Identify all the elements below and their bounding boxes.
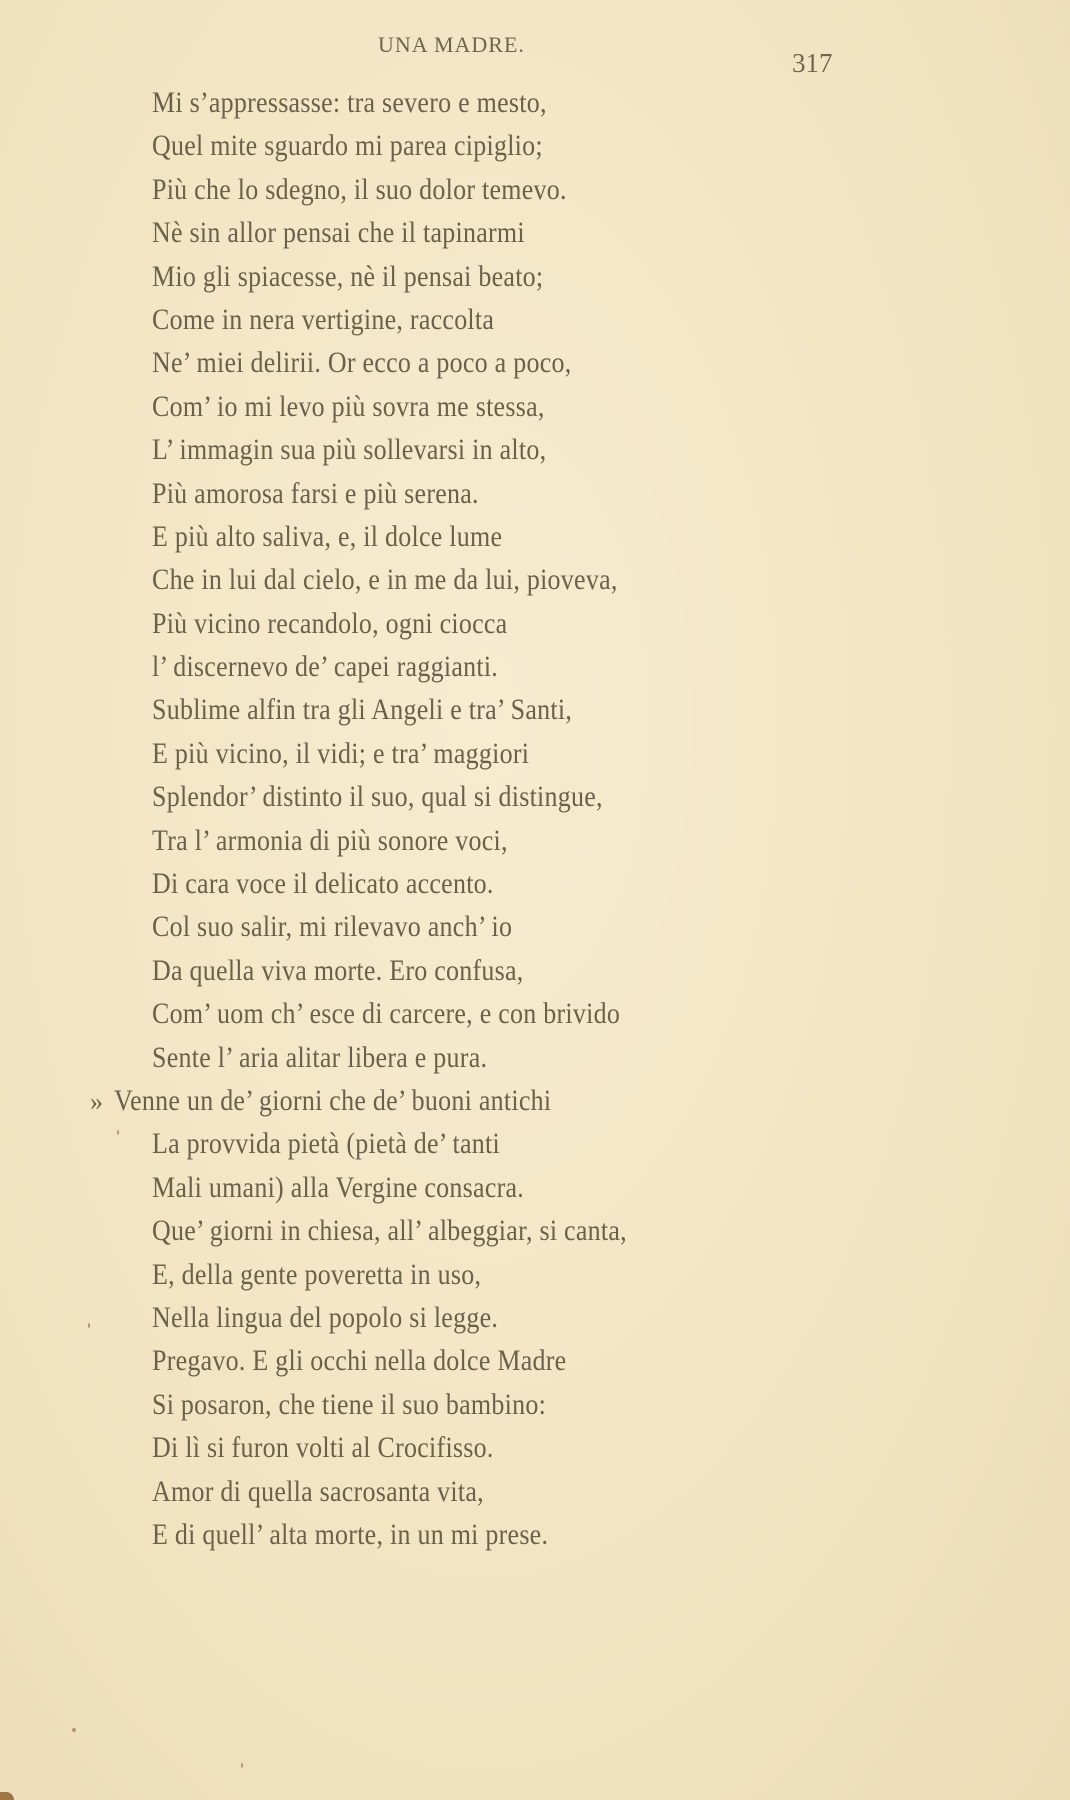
poem-text <box>90 82 1052 1557</box>
poem-line: Sublime alfin tra gli Angeli e tra’ Santi, <box>152 694 573 727</box>
poem-line: Che in lui dal cielo, e in me da lui, pioveva, <box>152 564 618 597</box>
poem-line: Di lì si furon volti al Crocifisso. <box>152 1432 494 1465</box>
poem-line: L’ immagin sua più sollevarsi in alto, <box>152 434 547 467</box>
paper-speck <box>88 1323 90 1328</box>
poem-line: Col suo salir, mi rilevavo anch’ io <box>152 911 513 944</box>
paper-speck <box>241 1763 243 1768</box>
poem-line-paragraph-start <box>90 1080 1052 1123</box>
running-title: UNA MADRE. <box>378 32 525 57</box>
poem-line: E di quell’ alta morte, in un mi prese. <box>152 1518 549 1551</box>
poem-line: Mali umani) alla Vergine consacra. <box>152 1171 525 1204</box>
poem-line: Pregavo. E gli occhi nella dolce Madre <box>152 1345 567 1378</box>
poem-line: Nè sin allor pensai che il tapinarmi <box>152 217 525 250</box>
edge-stain <box>0 1792 14 1800</box>
poem-line: Più amorosa farsi e più serena. <box>152 477 479 510</box>
poem-line: Quel mite sguardo mi parea cipiglio; <box>152 130 543 163</box>
poem-line: E, della gente poveretta in uso, <box>152 1258 482 1291</box>
poem-line: Da quella viva morte. Ero confusa, <box>152 954 524 987</box>
poem-line: E più vicino, il vidi; e tra’ maggiori <box>152 737 530 770</box>
poem-line: Mi s’appressasse: tra severo e mesto, <box>152 87 547 119</box>
poem-line: Amor di quella sacrosanta vita, <box>152 1475 484 1508</box>
poem-line: Que’ giorni in chiesa, all’ albeggiar, si canta, <box>152 1215 627 1248</box>
poem-line: Sente l’ aria alitar libera e pura. <box>152 1041 488 1074</box>
poem-line: Come in nera vertigine, raccolta <box>152 303 495 336</box>
poem-line: Di cara voce il delicato accento. <box>152 868 494 901</box>
poem-line: La provvida pietà (pietà de’ tanti <box>152 1128 500 1161</box>
paper-speck <box>117 1130 119 1135</box>
poem-line: Più vicino recandolo, ogni ciocca <box>152 607 508 640</box>
poem-line: Ne’ miei delirii. Or ecco a poco a poco, <box>152 347 572 380</box>
poem-line: E più alto saliva, e, il dolce lume <box>152 520 503 553</box>
poem-line: l’ discernevo de’ capei raggianti. <box>152 651 499 684</box>
poem-line: Com’ io mi levo più sovra me stessa, <box>152 390 545 423</box>
page-number: 317 <box>792 48 833 78</box>
poem-line: Nella lingua del popolo si legge. <box>152 1301 499 1334</box>
poem-line: Tra l’ armonia di più sonore voci, <box>152 824 508 857</box>
poem-line: Mio gli spiacesse, nè il pensai beato; <box>152 260 544 293</box>
poem-line: Si posaron, che tiene il suo bambino: <box>152 1388 547 1421</box>
paragraph-mark: » <box>90 1086 104 1116</box>
poem-line: Più che lo sdegno, il suo dolor temevo. <box>152 173 567 206</box>
poem-line-text: Venne un de’ giorni che de’ buoni antichi <box>114 1084 552 1117</box>
poem-line: Com’ uom ch’ esce di carcere, e con brivido <box>152 998 621 1031</box>
poem-line: Splendor’ distinto il suo, qual si distingue, <box>152 781 603 814</box>
paper-speck <box>72 1728 76 1732</box>
